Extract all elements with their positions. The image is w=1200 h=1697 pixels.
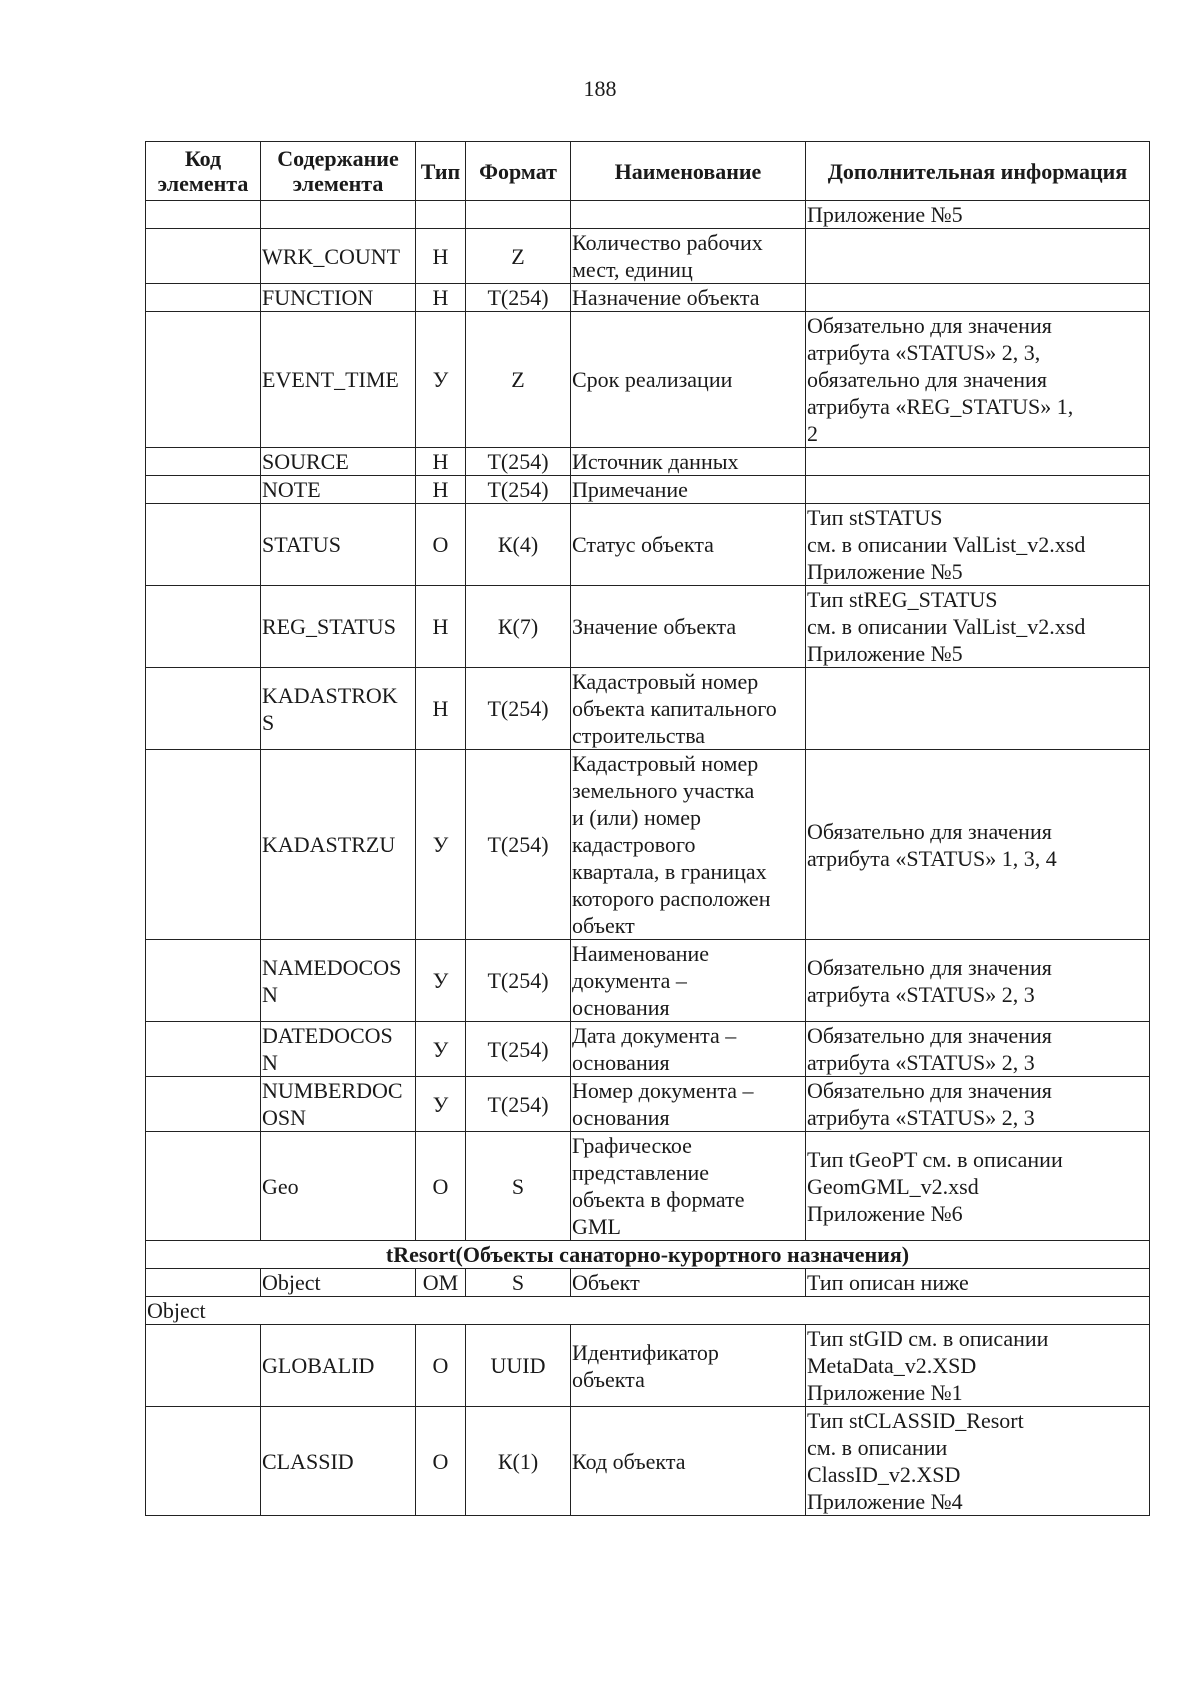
- cell-code: [146, 504, 261, 586]
- cell-type: О: [416, 1132, 466, 1241]
- cell-type: О: [416, 504, 466, 586]
- cell-element: FUNCTION: [261, 284, 416, 312]
- header-info: Дополнительная информация: [806, 142, 1150, 201]
- cell-info: Тип stGID см. в описании MetaData_v2.XSD Приложение №1: [806, 1325, 1150, 1407]
- cell-format: [466, 201, 571, 229]
- table-row: [146, 1325, 1150, 1407]
- table-row: [146, 1022, 1150, 1077]
- cell-name: Назначение объекта: [571, 284, 806, 312]
- cell-code: [146, 229, 261, 284]
- cell-element: [261, 201, 416, 229]
- cell-type: О: [416, 1325, 466, 1407]
- cell-info: Тип описан ниже: [806, 1269, 1150, 1297]
- cell-code: [146, 476, 261, 504]
- header-format: Формат: [466, 142, 571, 201]
- cell-format: Т(254): [466, 476, 571, 504]
- cell-format: К(1): [466, 1407, 571, 1516]
- cell-info: Обязательно для значения атрибута «STATUS» 1, 3, 4: [806, 750, 1150, 940]
- cell-type: Н: [416, 284, 466, 312]
- cell-type: Н: [416, 668, 466, 750]
- table-row: [146, 312, 1150, 448]
- table-row: [146, 1132, 1150, 1241]
- cell-name: Источник данных: [571, 448, 806, 476]
- cell-info: Обязательно для значения атрибута «STATUS» 2, 3: [806, 1022, 1150, 1077]
- cell-code: [146, 1077, 261, 1132]
- header-content: Содержание элемента: [261, 142, 416, 201]
- cell-format: Т(254): [466, 448, 571, 476]
- cell-info: Обязательно для значения атрибута «STATUS» 2, 3, обязательно для значения атрибута «REG_STATUS» 1, 2: [806, 312, 1150, 448]
- cell-name: Наименование документа – основания: [571, 940, 806, 1022]
- cell-type: Н: [416, 448, 466, 476]
- table-row: [146, 586, 1150, 668]
- cell-name: Дата документа – основания: [571, 1022, 806, 1077]
- cell-info: [806, 668, 1150, 750]
- cell-name: Кадастровый номер земельного участка и (или) номер кадастрового квартала, в границах которого расположен объект: [571, 750, 806, 940]
- cell-name: Кадастровый номер объекта капитального строительства: [571, 668, 806, 750]
- cell-type: Н: [416, 476, 466, 504]
- cell-code: [146, 201, 261, 229]
- cell-element: GLOBALID: [261, 1325, 416, 1407]
- header-name: Наименование: [571, 142, 806, 201]
- cell-format: Z: [466, 229, 571, 284]
- table-row: [146, 1407, 1150, 1516]
- cell-code: [146, 1407, 261, 1516]
- cell-type: Н: [416, 586, 466, 668]
- table-row: [146, 201, 1150, 229]
- cell-format: S: [466, 1269, 571, 1297]
- cell-code: [146, 1022, 261, 1077]
- table-row: [146, 1077, 1150, 1132]
- cell-name: Графическое представление объекта в формате GML: [571, 1132, 806, 1241]
- header-type: Тип: [416, 142, 466, 201]
- cell-info: Тип stSTATUS см. в описании ValList_v2.xsd Приложение №5: [806, 504, 1150, 586]
- cell-format: Т(254): [466, 668, 571, 750]
- cell-element: NOTE: [261, 476, 416, 504]
- cell-info: Обязательно для значения атрибута «STATUS» 2, 3: [806, 1077, 1150, 1132]
- group-label: Object: [146, 1297, 1150, 1325]
- table-row: [146, 476, 1150, 504]
- cell-code: [146, 448, 261, 476]
- section-row: [146, 1269, 1150, 1297]
- cell-format: Т(254): [466, 1022, 571, 1077]
- cell-element: CLASSID: [261, 1407, 416, 1516]
- cell-element: NAMEDOCOS N: [261, 940, 416, 1022]
- cell-element: NUMBERDOC OSN: [261, 1077, 416, 1132]
- cell-name: Срок реализации: [571, 312, 806, 448]
- cell-code: [146, 750, 261, 940]
- cell-format: К(4): [466, 504, 571, 586]
- table-row: [146, 940, 1150, 1022]
- cell-code: [146, 1132, 261, 1241]
- cell-name: Примечание: [571, 476, 806, 504]
- cell-type: ОМ: [416, 1269, 466, 1297]
- cell-type: Н: [416, 229, 466, 284]
- cell-element: Geo: [261, 1132, 416, 1241]
- cell-code: [146, 284, 261, 312]
- section-title-row: [146, 1241, 1150, 1269]
- cell-element: STATUS: [261, 504, 416, 586]
- cell-format: К(7): [466, 586, 571, 668]
- cell-format: Т(254): [466, 1077, 571, 1132]
- cell-info: [806, 448, 1150, 476]
- table-row: [146, 229, 1150, 284]
- page-number: 188: [583, 76, 617, 101]
- cell-element: KADASTROK S: [261, 668, 416, 750]
- cell-info: Тип stCLASSID_Resort см. в описании ClassID_v2.XSD Приложение №4: [806, 1407, 1150, 1516]
- cell-info: [806, 476, 1150, 504]
- cell-format: UUID: [466, 1325, 571, 1407]
- cell-code: [146, 1325, 261, 1407]
- cell-code: [146, 668, 261, 750]
- table-row: [146, 448, 1150, 476]
- cell-name: Код объекта: [571, 1407, 806, 1516]
- cell-name: Идентификатор объекта: [571, 1325, 806, 1407]
- table-header-row: [146, 142, 1150, 201]
- cell-format: Z: [466, 312, 571, 448]
- cell-info: Тип stREG_STATUS см. в описании ValList_v2.xsd Приложение №5: [806, 586, 1150, 668]
- header-code: Код элемента: [146, 142, 261, 201]
- cell-name: Статус объекта: [571, 504, 806, 586]
- section-title: tResort(Объекты санаторно-курортного назначения): [146, 1241, 1150, 1269]
- cell-name: Номер документа – основания: [571, 1077, 806, 1132]
- cell-format: Т(254): [466, 284, 571, 312]
- cell-format: Т(254): [466, 750, 571, 940]
- cell-name: [571, 201, 806, 229]
- cell-name: Объект: [571, 1269, 806, 1297]
- cell-type: У: [416, 1022, 466, 1077]
- cell-name: Количество рабочих мест, единиц: [571, 229, 806, 284]
- cell-info: Обязательно для значения атрибута «STATUS» 2, 3: [806, 940, 1150, 1022]
- cell-code: [146, 940, 261, 1022]
- cell-type: У: [416, 940, 466, 1022]
- cell-type: О: [416, 1407, 466, 1516]
- cell-code: [146, 586, 261, 668]
- cell-element: DATEDOCOS N: [261, 1022, 416, 1077]
- cell-element: EVENT_TIME: [261, 312, 416, 448]
- cell-info: Приложение №5: [806, 201, 1150, 229]
- group-label-row: [146, 1297, 1150, 1325]
- cell-code: [146, 1269, 261, 1297]
- cell-format: S: [466, 1132, 571, 1241]
- cell-name: Значение объекта: [571, 586, 806, 668]
- cell-format: Т(254): [466, 940, 571, 1022]
- cell-code: [146, 312, 261, 448]
- table-row: [146, 504, 1150, 586]
- cell-info: [806, 284, 1150, 312]
- cell-element: WRK_COUNT: [261, 229, 416, 284]
- cell-element: KADASTRZU: [261, 750, 416, 940]
- table-row: [146, 668, 1150, 750]
- cell-element: SOURCE: [261, 448, 416, 476]
- cell-type: У: [416, 1077, 466, 1132]
- table-row: [146, 284, 1150, 312]
- cell-info: [806, 229, 1150, 284]
- cell-type: [416, 201, 466, 229]
- cell-type: У: [416, 312, 466, 448]
- cell-info: Тип tGeoPT см. в описании GeomGML_v2.xsd Приложение №6: [806, 1132, 1150, 1241]
- cell-element: Object: [261, 1269, 416, 1297]
- cell-element: REG_STATUS: [261, 586, 416, 668]
- table-row: [146, 750, 1150, 940]
- cell-type: У: [416, 750, 466, 940]
- element-spec-table: [145, 141, 1150, 1516]
